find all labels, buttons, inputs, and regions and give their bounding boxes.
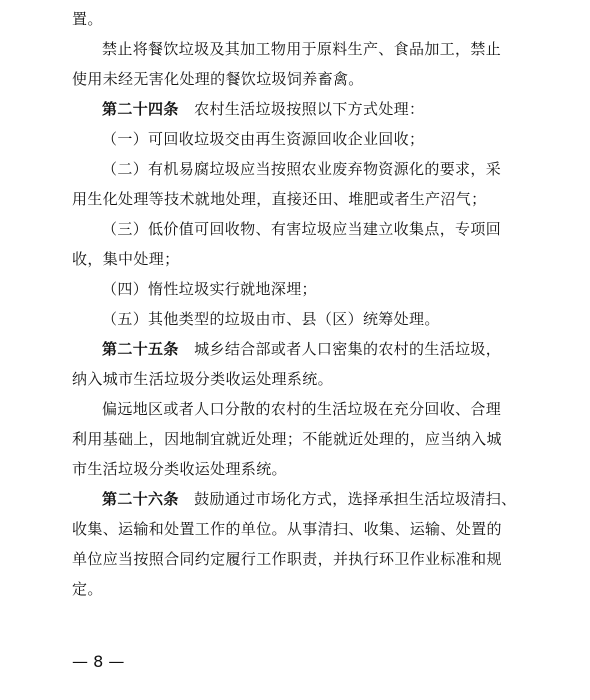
text-line [72,124,518,154]
article-heading: 第二十六条 [102,490,179,508]
document-body [72,4,518,604]
text-line [72,364,518,394]
page-number: — 8 — [72,652,125,671]
text-line [72,304,518,334]
line-text: 利用基础上，因地制宜就近处理；不能就近处理的，应当纳入城 [72,430,502,448]
article-line [72,484,518,514]
line-text: （二）有机易腐垃圾应当按照农业废弃物资源化的要求，采 [102,160,502,178]
text-line [72,394,518,424]
text-line [72,424,518,454]
text-line [72,4,518,34]
text-line [72,184,518,214]
text-line [72,244,518,274]
text-line [72,574,518,604]
line-text: （三）低价值可回收物、有害垃圾应当建立收集点，专项回 [102,220,502,238]
line-text: 置。 [72,10,103,28]
line-text: 使用未经无害化处理的餐饮垃圾饲养畜禽。 [72,70,364,88]
line-text: （五）其他类型的垃圾由市、县（区）统筹处理。 [102,310,440,328]
article-line [72,94,518,124]
line-text: 用生化处理等技术就地处理，直接还田、堆肥或者生产沼气； [72,190,487,208]
line-text: 单位应当按照合同约定履行工作职责，并执行环卫作业标准和规 [72,550,502,568]
text-line [72,454,518,484]
line-text: 收，集中处理； [72,250,180,268]
line-text: 定。 [72,580,103,598]
article-heading: 第二十五条 [102,340,179,358]
article-heading: 第二十四条 [102,100,179,118]
article-line [72,334,518,364]
line-text: 偏远地区或者人口分散的农村的生活垃圾在充分回收、合理 [102,400,502,418]
line-text: （四）惰性垃圾实行就地深埋； [102,280,317,298]
text-line [72,34,518,64]
text-line [72,274,518,304]
line-text: 市生活垃圾分类收运处理系统。 [72,460,287,478]
text-line [72,154,518,184]
line-text: 城乡结合部或者人口密集的农村的生活垃圾， [178,340,502,358]
line-text: 纳入城市生活垃圾分类收运处理系统。 [72,370,333,388]
text-line [72,544,518,574]
text-line [72,214,518,244]
line-text: 禁止将餐饮垃圾及其加工物用于原料生产、食品加工，禁止 [102,40,502,58]
line-text: 鼓励通过市场化方式，选择承担生活垃圾清扫、 [178,490,517,508]
line-text: 收集、运输和处置工作的单位。从事清扫、收集、运输、处置的 [72,520,502,538]
line-text: 农村生活垃圾按照以下方式处理： [178,100,425,118]
line-text: （一）可回收垃圾交由再生资源回收企业回收； [102,130,425,148]
text-line [72,64,518,94]
text-line [72,514,518,544]
